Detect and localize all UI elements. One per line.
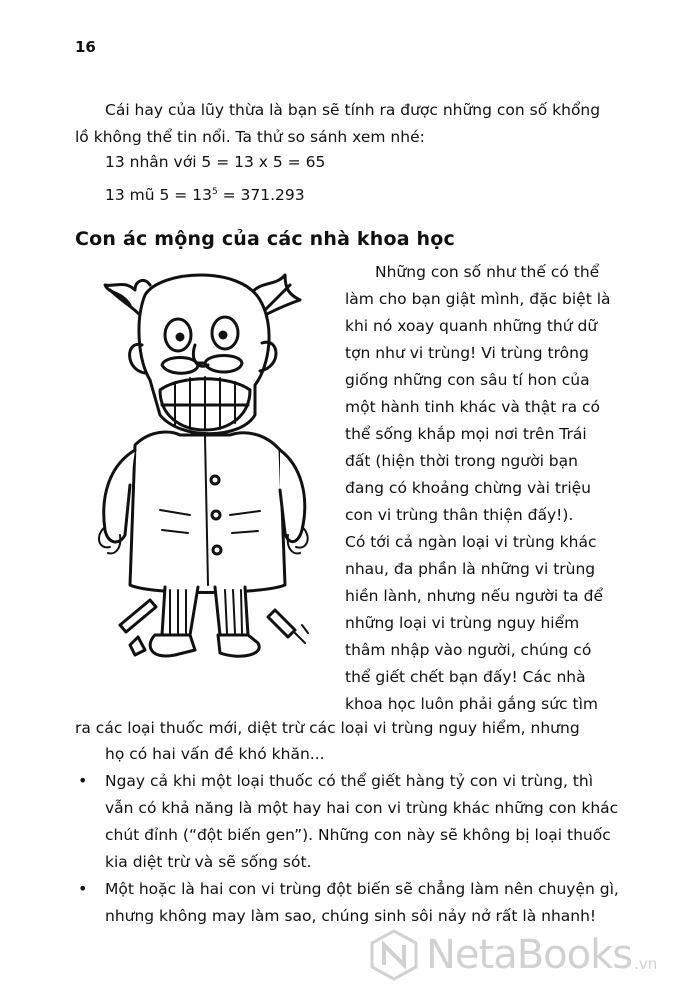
intro-line: lồ không thể tin nổi. Ta thử so sánh xem nhé:	[75, 128, 425, 146]
body-text-line: ra các loại thuốc mới, diệt trừ các loại vi trùng nguy hiểm, nhưng	[75, 719, 580, 737]
side-text-line: những loại vi trùng nguy hiểm	[345, 614, 580, 632]
side-text-line: tợn như vi trùng! Vi trùng trông	[345, 344, 589, 362]
equation-power-exponent: 5	[211, 187, 218, 197]
equation-multiply: 13 nhân với 5 = 13 x 5 = 65	[105, 153, 326, 171]
bullet-text-line: vẫn có khả năng là một hay hai con vi trùng khác những con khác	[105, 799, 619, 817]
side-text-line: Có tới cả ngàn loại vi trùng khác	[345, 533, 597, 551]
side-text-line: làm cho bạn giật mình, đặc biệt là	[345, 290, 611, 308]
intro-line: Cái hay của lũy thừa là bạn sẽ tính ra được những con số khổng	[105, 101, 601, 119]
side-text-line: giống những con sâu tí hon của	[345, 371, 590, 389]
side-text-line: thể giết chết bạn đấy! Các nhà	[345, 668, 586, 686]
section-heading: Con ác mộng của các nhà khoa học	[75, 228, 455, 250]
watermark-brand: NetaBooks	[426, 932, 633, 978]
netabooks-logo-icon	[368, 929, 420, 981]
bullet-text-line: kia diệt trừ và sẽ sống sót.	[105, 853, 312, 871]
side-text-line: khi nó xoay quanh những thứ dữ	[345, 317, 598, 335]
side-text-line: đất (hiện thời trong người bạn	[345, 452, 578, 470]
equation-power-suffix: = 371.293	[217, 186, 305, 205]
scientist-illustration	[90, 265, 320, 665]
bullet-text-line: chút đỉnh (“đột biến gen”). Những con này sẽ không bị loại thuốc	[105, 826, 611, 844]
equation-power	[105, 182, 305, 205]
bullet-text-line: nhưng không may làm sao, chúng sinh sôi nảy nở rất là nhanh!	[105, 907, 597, 925]
page-number: 16	[75, 38, 96, 56]
side-text-line: hiền lành, nhưng nếu người ta để	[345, 587, 603, 605]
equation-power-prefix: 13 mũ 5 = 13	[105, 186, 212, 205]
bullet-marker: •	[78, 879, 88, 898]
side-text-line: thâm nhập vào người, chúng có	[345, 641, 592, 659]
bullet-marker: •	[78, 771, 88, 790]
side-text-line: nhau, đa phần là những vi trùng	[345, 560, 596, 578]
watermark	[368, 925, 688, 985]
bullet-text-line: Một hoặc là hai con vi trùng đột biến sẽ chẳng làm nên chuyện gì,	[105, 880, 619, 898]
side-text-line: đang có khoảng chừng vài triệu	[345, 479, 592, 497]
side-text-line: một hành tinh khác và thật ra có	[345, 398, 600, 416]
side-text-line: thể sống khắp mọi nơi trên Trái	[345, 425, 587, 443]
watermark-suffix: .vn	[634, 955, 658, 973]
side-text-line: khoa học luôn phải gắng sức tìm	[345, 695, 598, 713]
bullet-text-line: Ngay cả khi một loại thuốc có thể giết hàng tỷ con vi trùng, thì	[105, 772, 594, 790]
side-text-line: con vi trùng thân thiện đấy!).	[345, 506, 574, 524]
side-text-line: Những con số như thế có thể	[375, 263, 600, 281]
body-text-line: họ có hai vấn đề khó khăn...	[105, 745, 325, 763]
